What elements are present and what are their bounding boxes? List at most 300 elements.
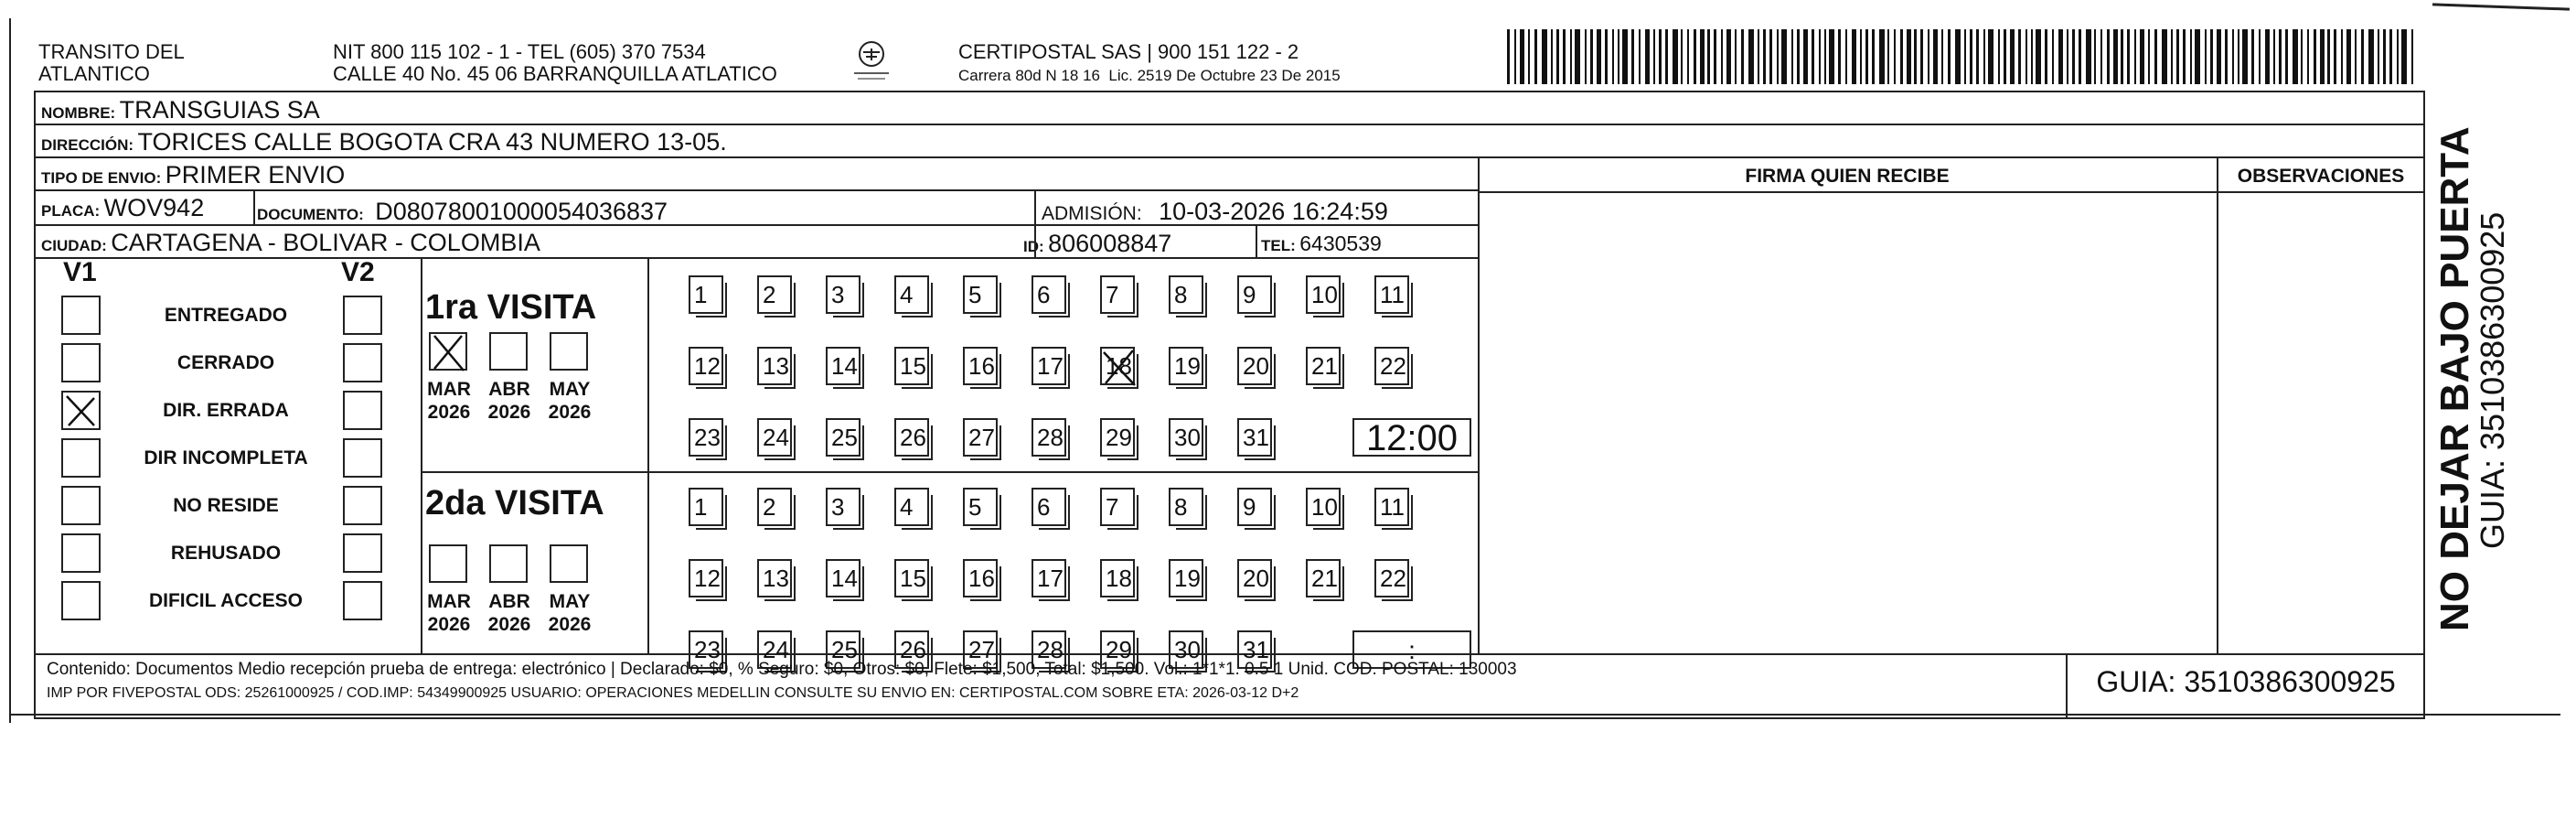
day-box[interactable] — [1169, 488, 1203, 526]
day-box[interactable] — [757, 418, 792, 457]
barcode-bar — [2301, 29, 2303, 84]
observations-area[interactable] — [2218, 193, 2423, 651]
v1-label: V1 — [63, 257, 97, 287]
day-number: 3 — [831, 493, 845, 521]
day-box[interactable] — [826, 275, 860, 314]
barcode-bar — [1514, 29, 1516, 84]
barcode-bar — [1887, 29, 1889, 84]
day-number: 18 — [1106, 565, 1132, 592]
day-box[interactable] — [1237, 559, 1272, 597]
day-number: 29 — [1106, 636, 1132, 663]
barcode-bar — [1590, 29, 1593, 84]
label-edge — [2432, 3, 2570, 10]
day-number: 23 — [694, 636, 721, 663]
status-label: NO RESIDE — [173, 495, 279, 516]
no-dejar-bajo-puerta: NO DEJAR BAJO PUERTA — [2432, 126, 2477, 631]
day-number: 8 — [1174, 281, 1188, 308]
month-checkbox[interactable] — [429, 544, 467, 583]
id-label: ID: — [1023, 238, 1044, 255]
month-year: 2026 — [427, 614, 471, 635]
day-box[interactable] — [963, 559, 998, 597]
day-box[interactable] — [1237, 347, 1272, 385]
month-checkbox[interactable] — [429, 332, 467, 371]
barcode-bar — [2368, 29, 2374, 84]
day-box[interactable] — [1100, 347, 1135, 385]
day-number: 21 — [1311, 565, 1338, 592]
v2-label: V2 — [341, 257, 375, 287]
month-name: MAR — [427, 591, 471, 612]
day-box[interactable] — [826, 559, 860, 597]
v1-checkbox[interactable] — [61, 486, 101, 525]
barcode-bar — [1714, 29, 1716, 84]
day-number: 7 — [1106, 281, 1119, 308]
day-box[interactable] — [1374, 488, 1409, 526]
license-line: Carrera 80d N 18 16 Lic. 2519 De Octubre 23 De 2015 — [958, 67, 1341, 84]
v1-checkbox[interactable] — [61, 391, 101, 430]
day-box[interactable] — [1169, 418, 1203, 457]
barcode-bar — [2162, 29, 2167, 84]
day-number: 8 — [1174, 493, 1188, 521]
barcode-bar — [2242, 29, 2248, 84]
barcode-bar — [1920, 29, 1923, 84]
month-year: 2026 — [427, 402, 471, 423]
barcode-bar — [1673, 29, 1678, 84]
status-label: ENTREGADO — [164, 305, 288, 326]
barcode-bar — [1812, 29, 1814, 84]
month-year: 2026 — [487, 402, 531, 423]
divider — [647, 259, 649, 653]
barcode-bar — [2086, 29, 2091, 84]
barcode-bar — [2314, 29, 2316, 84]
barcode-bar — [2052, 29, 2054, 84]
barcode-bar — [2067, 29, 2068, 84]
firma-header: FIRMA QUIEN RECIBE — [1745, 166, 1950, 187]
barcode-bar — [1542, 29, 1547, 84]
barcode-bar — [2217, 29, 2221, 84]
v2-checkbox[interactable] — [343, 581, 382, 620]
documento-value: D08078001000054036837 — [375, 198, 668, 225]
barcode-bar — [2389, 29, 2392, 84]
month-label — [480, 378, 539, 424]
day-number: 17 — [1037, 352, 1064, 380]
sender-nit: NIT 800 115 102 - 1 - TEL (605) 370 7534 — [333, 40, 706, 63]
day-number: 2 — [763, 493, 776, 521]
day-number: 20 — [1243, 565, 1269, 592]
barcode-bar — [2031, 29, 2033, 84]
barcode-bar — [1605, 29, 1608, 84]
barcode-bar — [1998, 29, 2000, 84]
day-box[interactable] — [1374, 275, 1409, 314]
barcode-bar — [1879, 29, 1885, 84]
day-number: 10 — [1311, 493, 1338, 521]
barcode-bar — [1618, 29, 1619, 84]
month-year: 2026 — [548, 402, 592, 423]
day-box[interactable] — [1031, 418, 1066, 457]
id-cell — [1023, 230, 1171, 258]
day-box[interactable] — [963, 347, 998, 385]
barcode-bar — [1520, 29, 1524, 84]
day-box[interactable] — [1374, 559, 1409, 597]
day-number: 30 — [1174, 424, 1201, 451]
day-number: 27 — [968, 636, 995, 663]
sender-name-line2: ATLANTICO — [38, 62, 150, 85]
v1-checkbox[interactable] — [61, 533, 101, 573]
barcode-bar — [1829, 29, 1834, 84]
direccion-label: DIRECCIÓN: — [41, 136, 134, 154]
signature-area[interactable] — [1480, 193, 2215, 651]
barcode-bar — [2327, 29, 2330, 84]
day-number: 1 — [694, 281, 708, 308]
barcode-bar — [2361, 29, 2364, 84]
month-checkbox[interactable] — [550, 332, 588, 371]
documento-label: DOCUMENTO: — [257, 206, 364, 223]
barcode-bar — [2205, 29, 2207, 84]
day-number: 19 — [1174, 352, 1201, 380]
admision-value: 10-03-2026 16:24:59 — [1159, 198, 1388, 225]
barcode-bar — [1865, 29, 1868, 84]
day-box[interactable] — [689, 347, 723, 385]
day-number: 23 — [694, 424, 721, 451]
day-box[interactable] — [1169, 347, 1203, 385]
direccion-value: TORICES CALLE BOGOTA CRA 43 NUMERO 13-05. — [137, 128, 727, 156]
barcode-bar — [2004, 29, 2006, 84]
day-box[interactable] — [757, 559, 792, 597]
barcode-bar — [2320, 29, 2325, 84]
time-field[interactable]: : — [1352, 630, 1471, 669]
barcode-bar — [1639, 29, 1641, 84]
day-box[interactable] — [1031, 488, 1066, 526]
divider — [253, 191, 255, 226]
barcode-bar — [2346, 29, 2351, 84]
tipo-value: PRIMER ENVIO — [165, 161, 346, 188]
day-box[interactable] — [1169, 559, 1203, 597]
status-label: DIFICIL ACCESO — [148, 590, 303, 611]
v1-checkbox[interactable] — [61, 581, 101, 620]
month-label — [420, 378, 478, 424]
placa-label: PLACA: — [41, 202, 101, 220]
status-label: CERRADO — [176, 352, 275, 373]
day-number: 28 — [1037, 636, 1064, 663]
day-number: 5 — [968, 281, 982, 308]
observaciones-header: OBSERVACIONES — [2237, 166, 2405, 187]
day-box[interactable] — [757, 488, 792, 526]
barcode-bar — [1845, 29, 1847, 84]
barcode-bar — [2190, 29, 2192, 84]
v2-checkbox[interactable] — [343, 533, 382, 573]
day-box[interactable] — [1306, 488, 1341, 526]
label-left-edge — [9, 18, 11, 723]
day-box[interactable] — [1100, 559, 1135, 597]
barcode-bar — [1970, 29, 1972, 84]
day-box[interactable] — [963, 418, 998, 457]
check-x-icon — [429, 332, 469, 372]
barcode-bar — [1819, 29, 1821, 84]
day-box[interactable] — [1100, 418, 1135, 457]
month-checkbox[interactable] — [489, 332, 528, 371]
barcode-bar — [2397, 29, 2399, 84]
barcode-bar — [2079, 29, 2081, 84]
admision-label: ADMISIÓN: — [1042, 203, 1142, 224]
month-year: 2026 — [548, 614, 592, 635]
month-checkbox[interactable] — [550, 544, 588, 583]
direccion-row — [36, 125, 2423, 158]
day-number: 5 — [968, 493, 982, 521]
day-box[interactable] — [894, 559, 929, 597]
barcode-bar — [1860, 29, 1862, 84]
day-number: 29 — [1106, 424, 1132, 451]
day-number: 4 — [900, 281, 914, 308]
barcode-bar — [1933, 29, 1938, 84]
day-number: 11 — [1380, 281, 1405, 308]
barcode-bar — [1797, 29, 1800, 84]
day-box[interactable] — [826, 418, 860, 457]
day-number: 19 — [1174, 565, 1201, 592]
day-box[interactable] — [894, 347, 929, 385]
day-number: 12 — [694, 565, 721, 592]
v2-checkbox[interactable] — [343, 343, 382, 382]
day-box[interactable] — [1306, 275, 1341, 314]
day-box[interactable] — [1306, 559, 1341, 597]
sender-address: CALLE 40 No. 45 06 BARRANQUILLA ATLATICO — [333, 62, 777, 85]
day-number: 25 — [831, 424, 858, 451]
barcode-bar — [1694, 29, 1696, 84]
v2-checkbox[interactable] — [343, 296, 382, 335]
month-name: ABR — [488, 591, 530, 612]
barcode-bar — [2265, 29, 2270, 84]
barcode-bar — [1983, 29, 1985, 84]
barcode-bar — [1914, 29, 1917, 84]
day-box[interactable] — [757, 275, 792, 314]
day-number: 12 — [694, 352, 721, 380]
barcode-bar — [1976, 29, 1979, 84]
day-number: 18 — [1106, 352, 1132, 380]
nombre-row — [36, 92, 2423, 125]
barcode-bar — [1726, 29, 1731, 84]
day-number: 15 — [900, 352, 926, 380]
day-box[interactable] — [1100, 275, 1135, 314]
day-number: 17 — [1037, 565, 1064, 592]
v2-checkbox[interactable] — [343, 486, 382, 525]
barcode-bar — [1681, 29, 1683, 84]
v2-checkbox[interactable] — [343, 391, 382, 430]
v1-checkbox[interactable] — [61, 343, 101, 382]
barcode-bar — [1900, 29, 1903, 84]
barcode-bar — [2378, 29, 2379, 84]
barcode-bar — [1741, 29, 1744, 84]
certipostal-logo — [849, 38, 894, 84]
day-box[interactable] — [1237, 488, 1272, 526]
day-box[interactable] — [1169, 275, 1203, 314]
barcode-bar — [1777, 29, 1779, 84]
day-box[interactable] — [894, 275, 929, 314]
barcode-bar — [1612, 29, 1614, 84]
footer-contenido: Contenido: Documentos Medio recepción prueba de entrega: electrónico | Declarado: $0, % Seguro: $0, Otros: $0, Flete: $1,500, Total: $1,500. Vol.: 1*1*1. 0.5 1 Unid. COD. POSTAL: 130003 — [47, 660, 1517, 679]
barcode-bar — [1735, 29, 1737, 84]
month-name: MAR — [427, 379, 471, 400]
day-box[interactable] — [963, 275, 998, 314]
barcode-bar — [1585, 29, 1587, 84]
barcode-bar — [1563, 29, 1566, 84]
day-number: 10 — [1311, 281, 1338, 308]
barcode-bar — [1907, 29, 1911, 84]
side-guia: GUIA: 3510386300925 — [2474, 211, 2511, 549]
barcode-bar — [1665, 29, 1668, 84]
barcode-bar — [2036, 29, 2041, 84]
day-number: 28 — [1037, 424, 1064, 451]
month-name: ABR — [488, 379, 530, 400]
barcode-bar — [2232, 29, 2234, 84]
time-field[interactable]: 12:00 — [1352, 418, 1471, 457]
day-box[interactable] — [689, 418, 723, 457]
barcode-bar — [1645, 29, 1650, 84]
barcode-bar — [1597, 29, 1601, 84]
barcode-bar — [1748, 29, 1754, 84]
admision-cell — [1042, 193, 1388, 226]
barcode-bar — [1534, 29, 1537, 84]
month-checkbox[interactable] — [489, 544, 528, 583]
barcode-bar — [2127, 29, 2130, 84]
barcode-bar — [2072, 29, 2075, 84]
sender-name: TRANSITO DEL — [38, 40, 185, 63]
barcode-bar — [2273, 29, 2275, 84]
barcode-bar — [1622, 29, 1628, 84]
day-number: 13 — [763, 565, 789, 592]
barcode-bar — [1928, 29, 1929, 84]
day-box[interactable] — [1237, 418, 1272, 457]
footer-imp: IMP POR FIVEPOSTAL ODS: 25261000925 / COD.IMP: 54349900925 USUARIO: OPERACIONES MEDELLIN CONSULTE SU ENVIO EN: CERTIPOSTAL.COM SOBRE ETA: 2026-03-12 D+2 — [47, 685, 1299, 701]
barcode-bar — [2225, 29, 2228, 84]
day-number: 22 — [1380, 565, 1406, 592]
barcode-bar — [2058, 29, 2063, 84]
barcode-bar — [2307, 29, 2309, 84]
barcode-bar — [1528, 29, 1530, 84]
barcode-bar — [1556, 29, 1559, 84]
day-box[interactable] — [963, 488, 998, 526]
status-label: DIR INCOMPLETA — [144, 447, 308, 468]
barcode-bar — [1687, 29, 1689, 84]
nombre-label: NOMBRE: — [41, 104, 116, 122]
placa-value: WOV942 — [103, 194, 205, 221]
barcode-bar — [1781, 29, 1787, 84]
ciudad-value: CARTAGENA - BOLIVAR - COLOMBIA — [111, 229, 540, 256]
day-number: 26 — [900, 636, 926, 663]
barcode-bar — [2293, 29, 2298, 84]
day-number: 24 — [763, 424, 789, 451]
month-year: 2026 — [487, 614, 531, 635]
barcode-bar — [2094, 29, 2096, 84]
day-number: 31 — [1243, 424, 1269, 451]
nombre-value: TRANSGUIAS SA — [119, 96, 320, 124]
barcode-bar — [1570, 29, 1572, 84]
barcode-bar — [2279, 29, 2282, 84]
v1-checkbox[interactable] — [61, 438, 101, 478]
v2-checkbox[interactable] — [343, 438, 382, 478]
day-number: 6 — [1037, 281, 1051, 308]
day-box[interactable] — [1100, 488, 1135, 526]
day-box[interactable] — [689, 275, 723, 314]
barcode-bar — [1575, 29, 1580, 84]
barcode-bar — [2113, 29, 2118, 84]
barcode-bar — [1988, 29, 1993, 84]
barcode-bar — [2285, 29, 2288, 84]
day-number: 1 — [694, 493, 708, 521]
status-label: DIR. ERRADA — [163, 400, 289, 421]
barcode-bar — [1653, 29, 1655, 84]
barcode-bar — [2238, 29, 2239, 84]
day-number: 26 — [900, 424, 926, 451]
barcode-bar — [2010, 29, 2015, 84]
tel-value: 6430539 — [1299, 231, 1382, 255]
barcode-bar — [1955, 29, 1961, 84]
month-name: MAY — [549, 591, 591, 612]
month-label — [540, 590, 599, 636]
barcode-bar — [2383, 29, 2386, 84]
day-number: 14 — [831, 352, 858, 380]
day-box[interactable] — [1374, 347, 1409, 385]
barcode-bar — [1721, 29, 1723, 84]
day-number: 11 — [1380, 493, 1405, 521]
day-box[interactable] — [689, 488, 723, 526]
month-name: MAY — [549, 379, 591, 400]
barcode-bar — [2140, 29, 2144, 84]
barcode-bar — [1507, 29, 1510, 84]
barcode-bar — [1803, 29, 1808, 84]
barcode-bar — [1852, 29, 1856, 84]
company-line: CERTIPOSTAL SAS | 900 151 122 - 2 — [958, 40, 1299, 63]
barcode-bar — [2026, 29, 2027, 84]
tipo-row — [36, 158, 1478, 191]
day-box[interactable] — [1031, 559, 1066, 597]
barcode-bar — [2045, 29, 2047, 84]
barcode — [1507, 20, 2421, 90]
barcode-bar — [1838, 29, 1841, 84]
day-number: 13 — [763, 352, 789, 380]
day-box[interactable] — [1306, 347, 1341, 385]
day-number: 9 — [1243, 281, 1256, 308]
barcode-bar — [2018, 29, 2021, 84]
ciudad-label: CIUDAD: — [41, 237, 107, 254]
day-box[interactable] — [894, 418, 929, 457]
day-number: 24 — [763, 636, 789, 663]
day-box[interactable] — [1031, 275, 1066, 314]
day-number: 2 — [763, 281, 776, 308]
barcode-bar — [2121, 29, 2123, 84]
visit1-title: 1ra VISITA — [425, 288, 597, 327]
day-number: 31 — [1243, 636, 1269, 663]
day-box[interactable] — [826, 347, 860, 385]
day-box[interactable] — [826, 488, 860, 526]
day-box[interactable] — [1237, 275, 1272, 314]
day-box[interactable] — [1031, 347, 1066, 385]
v1-checkbox[interactable] — [61, 296, 101, 335]
day-number: 9 — [1243, 493, 1256, 521]
barcode-bar — [1707, 29, 1710, 84]
day-number: 27 — [968, 424, 995, 451]
day-box[interactable] — [757, 347, 792, 385]
barcode-bar — [2195, 29, 2200, 84]
day-box[interactable] — [689, 559, 723, 597]
barcode-bar — [2401, 29, 2407, 84]
shipping-form — [34, 91, 2425, 719]
visit2-title: 2da VISITA — [425, 484, 604, 522]
barcode-bar — [1551, 29, 1553, 84]
barcode-bar — [2259, 29, 2261, 84]
divider — [1034, 191, 1036, 259]
day-number: 14 — [831, 565, 858, 592]
day-box[interactable] — [894, 488, 929, 526]
day-number: 15 — [900, 565, 926, 592]
barcode-bar — [1964, 29, 1966, 84]
